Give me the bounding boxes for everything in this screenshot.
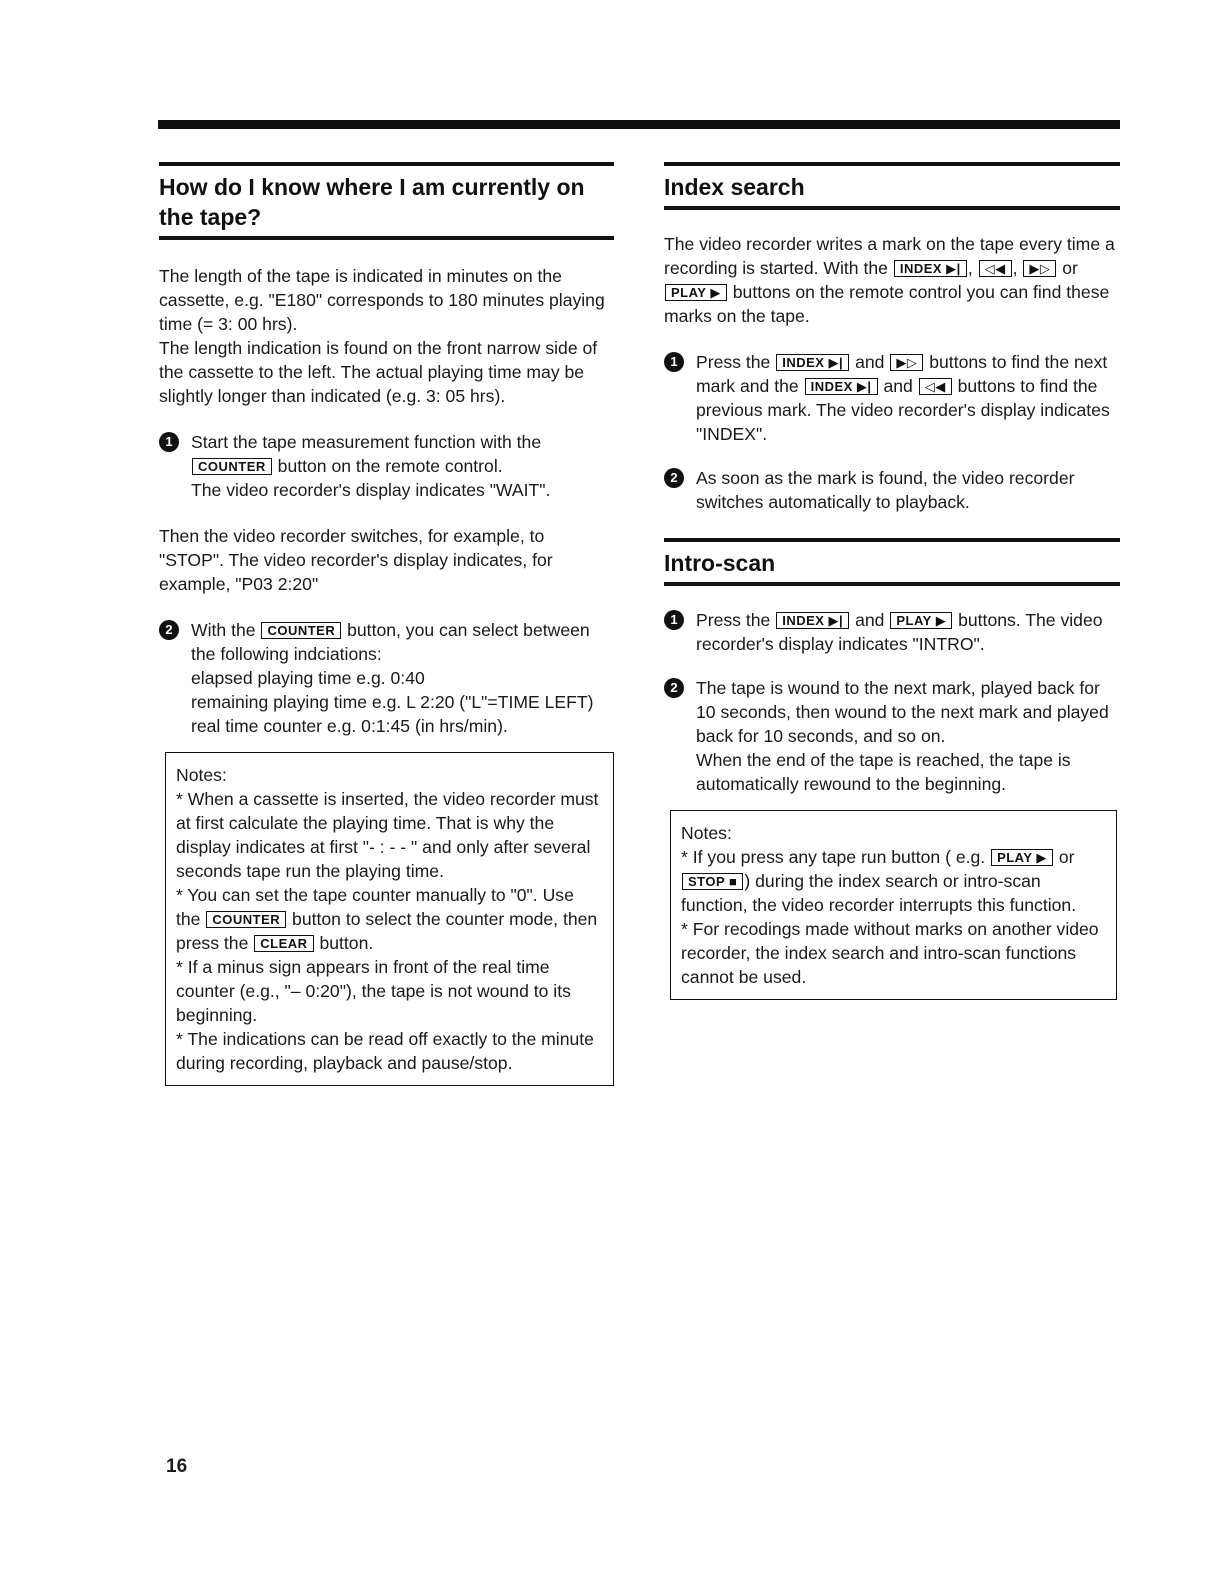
index-step-1	[664, 350, 1120, 446]
heading-rule-bottom	[159, 236, 614, 240]
step-2-remaining: remaining playing time e.g. L 2:20 ("L"=TIME LEFT)	[191, 692, 594, 712]
play-button-label: PLAY ▶	[991, 849, 1053, 866]
intro-step-1-text	[696, 608, 1120, 656]
step-2-text-a: With the	[191, 620, 256, 640]
stop-button-label: STOP ■	[682, 873, 743, 890]
step-1-measurement	[159, 430, 614, 502]
step-number-1-icon: 1	[664, 610, 684, 630]
index-button-label: INDEX ▶|	[776, 354, 849, 371]
step-number-2-icon: 2	[664, 468, 684, 488]
play-button-label: PLAY ▶	[890, 612, 952, 629]
note-no-marks: * For recodings made without marks on another video recorder, the index search and intro-scan functions cannot be used.	[681, 919, 1099, 987]
notes-box-left	[165, 752, 614, 1086]
index-intro-a: The video recorder writes a mark on the tape every time a recording is started. With the	[664, 234, 1115, 278]
index-step-1-text	[696, 350, 1120, 446]
top-rule	[158, 120, 1120, 129]
index-step-1-and2: and	[883, 376, 913, 396]
intro-step-2-text	[696, 676, 1120, 796]
notes-title: Notes:	[681, 823, 732, 843]
step-1-text-a: Start the tape measurement function with the	[191, 432, 542, 452]
note-minus-sign: * If a minus sign appears in front of the real time counter (e.g., "– 0:20"), the tape is not wound to its beginning.	[176, 957, 571, 1025]
intro-step-1	[664, 608, 1120, 656]
index-button-label: INDEX ▶|	[894, 260, 967, 277]
step-1-text	[191, 430, 550, 502]
paragraph-stop-display: Then the video recorder switches, for example, to "STOP". The video recorder's display indicates, for example, "P03 2:20"	[159, 526, 553, 594]
step-number-1-icon: 1	[664, 352, 684, 372]
index-step-1-b: buttons to find the next mark and the	[696, 352, 1108, 396]
heading-rule-top	[664, 538, 1120, 542]
intro-step-2	[664, 676, 1120, 796]
counter-button-label: COUNTER	[261, 622, 341, 639]
index-step-1-a: Press the	[696, 352, 771, 372]
intro-step-2-a: The tape is wound to the next mark, played back for 10 seconds, then wound to the next mark and played back for 10 seconds, and so on.	[696, 678, 1109, 746]
index-intro-or: or	[1062, 258, 1078, 278]
step-number-2-icon: 2	[664, 678, 684, 698]
counter-button-label: COUNTER	[206, 911, 286, 928]
left-column	[159, 162, 614, 1086]
intro-step-1-a: Press the	[696, 610, 771, 630]
section-heading-index-search: Index search	[664, 174, 805, 200]
step-2-elapsed: elapsed playing time e.g. 0:40	[191, 668, 425, 688]
section-heading-intro-scan: Intro-scan	[664, 550, 776, 576]
note-tape-run-a: * If you press any tape run button ( e.g.	[681, 847, 986, 867]
index-button-label: INDEX ▶|	[805, 378, 878, 395]
heading-rule-bottom	[664, 206, 1120, 210]
index-step-2	[664, 466, 1120, 514]
note-set-counter	[176, 883, 603, 955]
intro-step-1-b: buttons. The video recorder's display indicates "INTRO".	[696, 610, 1103, 654]
notes-box-right	[670, 810, 1117, 1000]
step-2-realtime: real time counter e.g. 0:1:45 (in hrs/min).	[191, 716, 508, 736]
heading-rule-top	[664, 162, 1120, 166]
index-step-1-c: buttons to find the previous mark. The video recorder's display indicates "INDEX".	[696, 376, 1110, 444]
note-tape-run-button	[681, 845, 1106, 917]
index-step-2-text: As soon as the mark is found, the video recorder switches automatically to playback.	[696, 468, 1075, 512]
rewind-button-label: ◁◀	[919, 378, 952, 395]
paragraph-tape-length: The length of the tape is indicated in minutes on the cassette, e.g. "E180" corresponds to 180 minutes playing time (= 3: 00 hrs).	[159, 266, 605, 334]
note-set-counter-c: button.	[319, 933, 374, 953]
heading-rule-bottom	[664, 582, 1120, 586]
paragraph-index-intro: The video recorder writes a mark on the tape every time a recording is started. With the INDEX ▶| , ◁◀ , ▶▷ or PLAY ▶ buttons on the remote control you can find these marks on the tape.	[664, 234, 1115, 326]
note-tape-run-b: ) during the index search or intro-scan function, the video recorder interrupts this function.	[681, 871, 1077, 915]
step-2-text	[191, 618, 614, 738]
step-2-counter-modes	[159, 618, 614, 738]
note-cassette-inserted: * When a cassette is inserted, the video recorder must at first calculate the playing time. That is why the display indicates at first "- : - - " and only after several seconds tape run the playing time.	[176, 789, 599, 881]
right-column	[664, 162, 1120, 1000]
intro-step-1-and: and	[855, 610, 885, 630]
fast-forward-button-label: ▶▷	[1023, 260, 1056, 277]
heading-rule-top	[159, 162, 614, 166]
note-indications-exact: * The indications can be read off exactly to the minute during recording, playback and pause/stop.	[176, 1029, 594, 1073]
rewind-button-label: ◁◀	[979, 260, 1012, 277]
step-2-text-b: button, you can select between the following indciations:	[191, 620, 590, 664]
note-set-counter-b: button to select the counter mode, then press the	[176, 909, 598, 953]
fast-forward-button-label: ▶▷	[890, 354, 923, 371]
step-number-2-icon: 2	[159, 620, 179, 640]
index-button-label: INDEX ▶|	[776, 612, 849, 629]
intro-step-2-b: When the end of the tape is reached, the tape is automatically rewound to the beginning.	[696, 750, 1071, 794]
note-tape-run-or: or	[1058, 847, 1075, 867]
step-number-1-icon: 1	[159, 432, 179, 452]
counter-button-label: COUNTER	[192, 458, 272, 475]
clear-button-label: CLEAR	[254, 935, 313, 952]
section-heading-tape-position: How do I know where I am currently on the tape?	[159, 174, 585, 230]
notes-title: Notes:	[176, 765, 227, 785]
play-button-label: PLAY ▶	[665, 284, 727, 301]
step-1-text-c: The video recorder's display indicates "WAIT".	[191, 480, 551, 500]
index-step-1-and1: and	[855, 352, 885, 372]
note-set-counter-a: * You can set the tape counter manually to "0". Use the	[176, 885, 574, 929]
page-number: 16	[166, 1456, 188, 1477]
paragraph-length-indication: The length indication is found on the front narrow side of the cassette to the left. The actual playing time may be slightly longer than indicated (e.g. 3: 05 hrs).	[159, 338, 598, 406]
step-1-text-b: button on the remote control.	[277, 456, 503, 476]
index-intro-b: buttons on the remote control you can find these marks on the tape.	[664, 282, 1110, 326]
